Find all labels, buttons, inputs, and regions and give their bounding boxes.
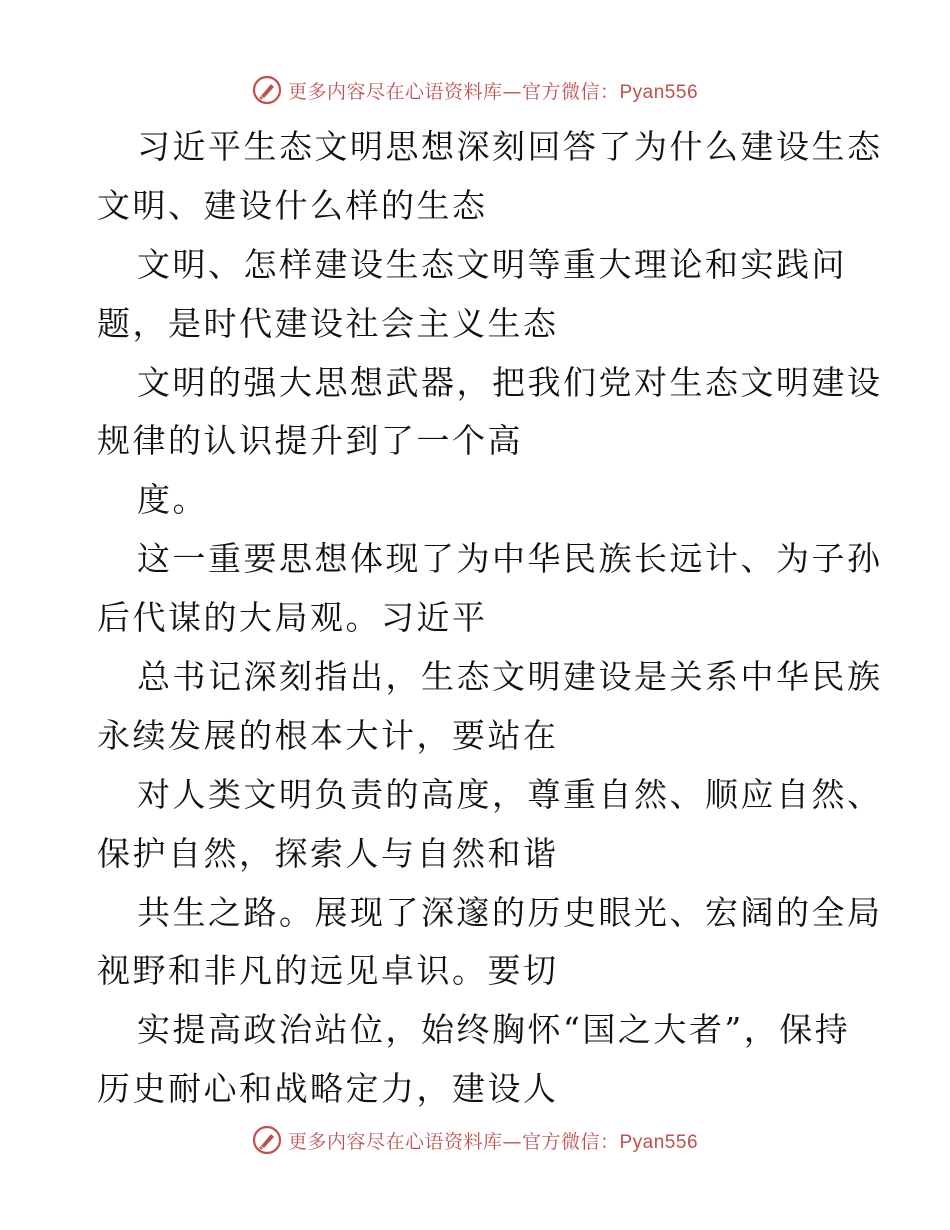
body-line: 总书记深刻指出，生态文明建设是关系中华民族 (137, 657, 883, 697)
body-line: 题，是时代建设社会主义生态 (97, 303, 559, 343)
footer-banner-text (288, 1127, 698, 1154)
body-line: 规律的认识提升到了一个高 (97, 421, 523, 461)
pen-nib-logo-icon (252, 75, 282, 105)
body-line: 共生之路。展现了深邃的历史眼光、宏阔的全局 (137, 892, 883, 932)
body-line: 历史耐心和战略定力，建设人 (97, 1069, 559, 1109)
body-line: 对人类文明负责的高度，尊重自然、顺应自然、 (137, 774, 883, 814)
body-line: 文明、怎样建设生态文明等重大理论和实践问 (137, 244, 847, 284)
body-line: 度。 (137, 480, 208, 520)
footer-banner-separator: — (502, 1130, 522, 1153)
body-line: 视野和非凡的远见卓识。要切 (97, 951, 559, 991)
header-banner (0, 70, 950, 110)
header-banner-wechat-label: 官方微信： (521, 80, 620, 103)
header-banner-separator: — (502, 80, 522, 103)
body-line: 文明、建设什么样的生态 (97, 185, 488, 225)
footer-banner-title: 更多内容尽在心语资料库 (287, 1130, 503, 1153)
document-body (97, 118, 883, 1119)
body-line: 文明的强大思想武器，把我们党对生态文明建设 (137, 362, 883, 402)
pen-nib-logo-icon (252, 1125, 282, 1155)
body-line: 永续发展的根本大计，要站在 (97, 715, 559, 755)
body-line: 实提高政治站位，始终胸怀“国之大者”，保持 (137, 1010, 851, 1050)
header-banner-text (288, 77, 698, 104)
footer-banner-wechat-label: 官方微信： (521, 1130, 620, 1153)
body-line: 这一重要思想体现了为中华民族长远计、为子孙 (137, 539, 883, 579)
header-banner-wechat-id: Pyan556 (619, 81, 699, 103)
body-line: 后代谋的大局观。习近平 (97, 598, 488, 638)
body-line: 保护自然，探索人与自然和谐 (97, 833, 559, 873)
header-banner-title: 更多内容尽在心语资料库 (287, 80, 503, 103)
body-line: 习近平生态文明思想深刻回答了为什么建设生态 (137, 127, 883, 166)
footer-banner-wechat-id: Pyan556 (619, 1131, 699, 1153)
footer-banner (0, 1120, 950, 1160)
